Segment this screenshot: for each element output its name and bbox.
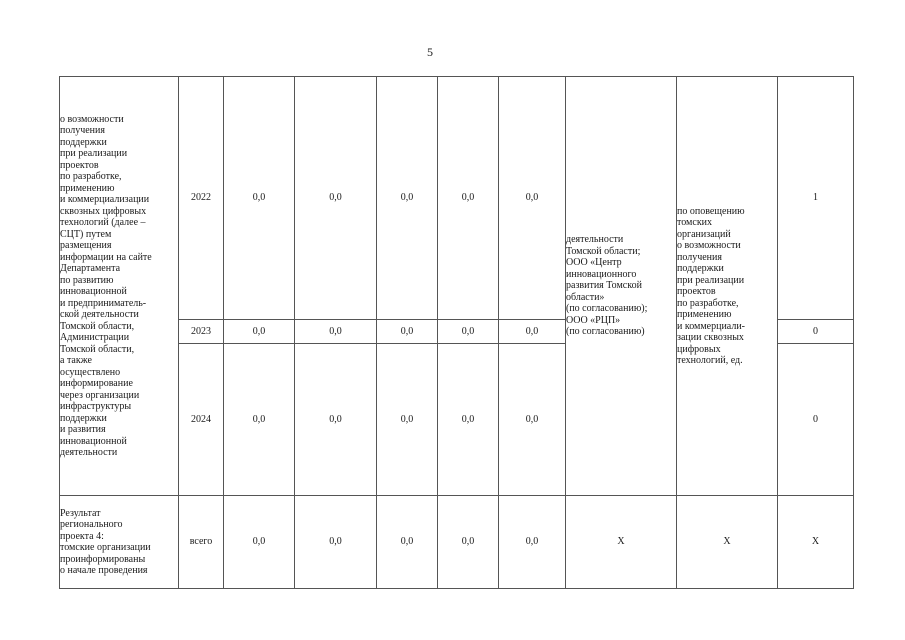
measure-description: о возможности получения поддержки при реализации проектов по разработке, применению и коммерциализации сквозных цифровых технологий (далее – СЦТ) путем размещения информации на сайте Департамента по развитию инновационной и предприниматель- ской деятельности Томской области, Администрации Томской области, а также осуществлено информирование через организации инфраструктуры поддержки и развития инновационной деятельности	[60, 77, 179, 496]
value-cell: 0,0	[499, 344, 566, 496]
year-cell: 2022	[179, 77, 224, 320]
year-cell: 2024	[179, 344, 224, 496]
value-cell: 0,0	[438, 496, 499, 589]
value-cell: 0,0	[224, 496, 295, 589]
value-cell: 0,0	[295, 496, 377, 589]
value-cell: 0,0	[295, 77, 377, 320]
value-cell: 0,0	[438, 320, 499, 344]
value-cell: 0,0	[377, 320, 438, 344]
target-cell: Х	[778, 496, 854, 589]
value-cell: 0,0	[295, 320, 377, 344]
value-cell: 0,0	[438, 77, 499, 320]
table-row	[60, 496, 854, 589]
target-cell: 0	[778, 344, 854, 496]
value-cell: 0,0	[377, 344, 438, 496]
page-number: 5	[427, 45, 433, 59]
value-cell: 0,0	[499, 496, 566, 589]
value-cell: 0,0	[377, 77, 438, 320]
value-cell: 0,0	[377, 496, 438, 589]
value-cell: 0,0	[499, 77, 566, 320]
year-cell: всего	[179, 496, 224, 589]
indicator-cell: Х	[677, 496, 778, 589]
value-cell: 0,0	[295, 344, 377, 496]
value-cell: 0,0	[224, 344, 295, 496]
year-cell: 2023	[179, 320, 224, 344]
value-cell: 0,0	[438, 344, 499, 496]
value-cell: 0,0	[499, 320, 566, 344]
result-description: Результат регионального проекта 4: томские организации проинформированы о начале проведения	[60, 496, 179, 589]
table-row	[60, 77, 854, 320]
value-cell: 0,0	[224, 77, 295, 320]
target-cell: 1	[778, 77, 854, 320]
indicator-cell: по оповещению томских организаций о возможности получения поддержки при реализации проектов по разработке, применению и коммерциали- зации сквозных цифровых технологий, ед.	[677, 77, 778, 496]
target-cell: 0	[778, 320, 854, 344]
executors-cell: деятельности Томской области; ООО «Центр инновационного развития Томской области» (по согласованию); ООО «РЦП» (по согласованию)	[566, 77, 677, 496]
program-table	[59, 76, 854, 589]
value-cell: 0,0	[224, 320, 295, 344]
executors-cell: Х	[566, 496, 677, 589]
